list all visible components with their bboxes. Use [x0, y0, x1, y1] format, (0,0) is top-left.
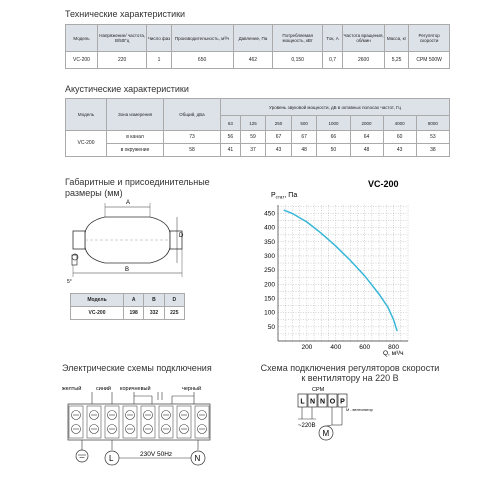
motor-note: M - вентилятор — [346, 408, 373, 412]
cpm-label: CPM — [312, 387, 325, 393]
ylabel-unit: , Па — [284, 192, 298, 199]
acoustic-table — [65, 98, 450, 157]
acoustic-zone-header: Зона измерения — [107, 99, 164, 131]
acoustic-band-header: Уровень звуковой мощности, дБ в октавных полосах частот, Гц — [221, 99, 450, 116]
wiring-title: Электрические схемы подключения — [62, 363, 212, 373]
acoustic-cell: 43 — [383, 144, 416, 157]
acoustic-cell: 64 — [350, 131, 383, 144]
motor-label: M — [322, 429, 330, 438]
dims-title-line2: размеры (мм) — [65, 188, 123, 198]
acoustic-cell: 38 — [416, 144, 449, 157]
tech-header: Потребляемая мощность, кВт — [273, 25, 323, 52]
acoustic-total-header: Общий, дБа — [164, 99, 221, 131]
tech-header: Напряжение/ частота, В/50Гц — [97, 25, 146, 52]
dims-table — [70, 293, 185, 320]
acoustic-cell: 43 — [266, 144, 292, 157]
regulator-terminal-label: L — [300, 398, 305, 406]
freq-header: 63 — [221, 116, 241, 131]
regulator-title — [255, 363, 445, 383]
acoustic-cell: 48 — [291, 144, 317, 157]
dims-header: D — [164, 294, 184, 307]
acoustic-cell: 67 — [266, 131, 292, 144]
dim-label-a: A — [126, 200, 131, 206]
dim-label-angle: 5° — [67, 279, 72, 285]
wiring-diagram — [62, 378, 232, 478]
fan-dimension-drawing — [65, 195, 195, 285]
acoustic-cell: 48 — [350, 144, 383, 157]
tech-cell: 5,25 — [384, 52, 408, 69]
acoustic-total-cell: 73 — [164, 131, 221, 144]
acoustic-total-cell: 58 — [164, 144, 221, 157]
acoustic-cell: 60 — [383, 131, 416, 144]
tech-cell: 650 — [171, 52, 233, 69]
acoustic-cell: 59 — [240, 131, 266, 144]
regulator-terminal-label: N — [309, 398, 316, 406]
x-tick-label: 400 — [330, 344, 342, 351]
x-tick-label: 600 — [359, 344, 371, 351]
pressure-flow-chart — [238, 175, 438, 365]
freq-header: 1000 — [317, 116, 350, 131]
regulator-terminal-label: O — [329, 398, 336, 406]
tech-header: Число фаз — [147, 25, 171, 52]
acoustic-zone-cell: в канал — [107, 131, 164, 144]
acoustic-cell: 53 — [416, 131, 449, 144]
acoustic-model-header: Модель — [66, 99, 107, 131]
regulator-terminals — [298, 394, 347, 407]
regulator-terminal-label: N — [319, 398, 326, 406]
tech-cell: VC-200 — [66, 52, 98, 69]
regulator-terminal-label: P — [340, 398, 345, 406]
acoustic-cell: 41 — [221, 144, 241, 157]
chart-series — [284, 210, 397, 331]
tech-cell: 0,7 — [323, 52, 343, 69]
tech-header: Частота вращения, об/мин — [343, 25, 385, 52]
wire-label: желтый — [62, 386, 82, 392]
acoustic-cell: 56 — [221, 131, 241, 144]
chart-xlabel: Q, м³/ч — [383, 350, 404, 357]
chart-grid — [278, 205, 408, 341]
line-label: L — [109, 454, 114, 463]
freq-header: 4000 — [383, 116, 416, 131]
wire-label: синий — [96, 386, 112, 392]
regulator-diagram — [290, 385, 400, 455]
acoustic-zone-cell: в окружение — [107, 144, 164, 157]
acoustic-cell: 37 — [240, 144, 266, 157]
tech-header: Давление, Па — [233, 25, 273, 52]
neutral-label: N — [194, 454, 201, 463]
dims-title-line1: Габаритные и присоединительные — [65, 177, 210, 187]
tech-cell: 220 — [97, 52, 146, 69]
tech-header: Модель — [66, 25, 98, 52]
x-tick-label: 200 — [301, 344, 313, 351]
freq-header: 250 — [266, 116, 292, 131]
mains-label: 230V 50Hz — [140, 451, 173, 458]
chart-ylabel — [271, 192, 297, 200]
freq-header: 125 — [240, 116, 266, 131]
tech-title: Технические характеристики — [65, 9, 186, 19]
y-tick-label: 400 — [264, 224, 275, 232]
tech-table — [65, 24, 450, 69]
acoustic-cell: 50 — [317, 144, 350, 157]
tech-cell: CPM 500W — [409, 52, 450, 69]
earth-symbol — [76, 450, 88, 462]
y-tick-label: 450 — [264, 210, 275, 218]
dim-label-d: D — [179, 233, 184, 239]
tech-cell: 0,150 — [273, 52, 323, 69]
regulator-title-line2: к вентилятору на 220 В — [301, 373, 399, 383]
ylabel-main: P — [271, 192, 276, 199]
tech-header: Производительность, м³/ч — [171, 25, 233, 52]
y-tick-label: 200 — [264, 281, 275, 289]
y-tick-label: 150 — [264, 295, 275, 303]
wire-label: черный — [182, 386, 202, 392]
acoustic-model-cell: VC-200 — [66, 131, 107, 157]
chart-title: VC-200 — [368, 179, 399, 189]
dims-cell: VC-200 — [71, 307, 124, 320]
y-tick-label: 350 — [264, 238, 275, 246]
dims-header: A — [124, 294, 144, 307]
y-tick-label: 250 — [264, 267, 275, 275]
tech-cell: 1 — [147, 52, 171, 69]
freq-header: 2000 — [350, 116, 383, 131]
acoustic-cell: 67 — [291, 131, 317, 144]
regulator-title-line1: Схема подключения регуляторов скорости — [260, 363, 440, 373]
acoustic-cell: 66 — [317, 131, 350, 144]
tech-cell: 462 — [233, 52, 273, 69]
dims-header: Модель — [71, 294, 124, 307]
freq-header: 8000 — [416, 116, 449, 131]
dims-cell: 225 — [164, 307, 184, 320]
wire-label: коричневый — [120, 386, 151, 392]
inlet-spigot — [73, 231, 85, 249]
acoustic-title: Акустические характеристики — [65, 84, 189, 94]
ylabel-sub: стат — [275, 194, 285, 200]
tech-header: Ток, А — [323, 25, 343, 52]
dim-label-b: B — [125, 267, 130, 273]
tech-header: Регулятор скорости — [409, 25, 450, 52]
y-tick-label: 100 — [264, 309, 275, 317]
series-line — [284, 210, 397, 331]
y-tick-label: 50 — [267, 323, 275, 331]
tech-header: Масса, кг — [384, 25, 408, 52]
freq-header: 500 — [291, 116, 317, 131]
dims-cell: 332 — [144, 307, 164, 320]
y-tick-label: 300 — [264, 253, 275, 260]
supply-label: ~220В — [298, 423, 316, 429]
tech-cell: 2600 — [343, 52, 385, 69]
x-tick-label: 800 — [388, 344, 399, 351]
dims-cell: 198 — [124, 307, 144, 320]
dims-header: B — [144, 294, 164, 307]
